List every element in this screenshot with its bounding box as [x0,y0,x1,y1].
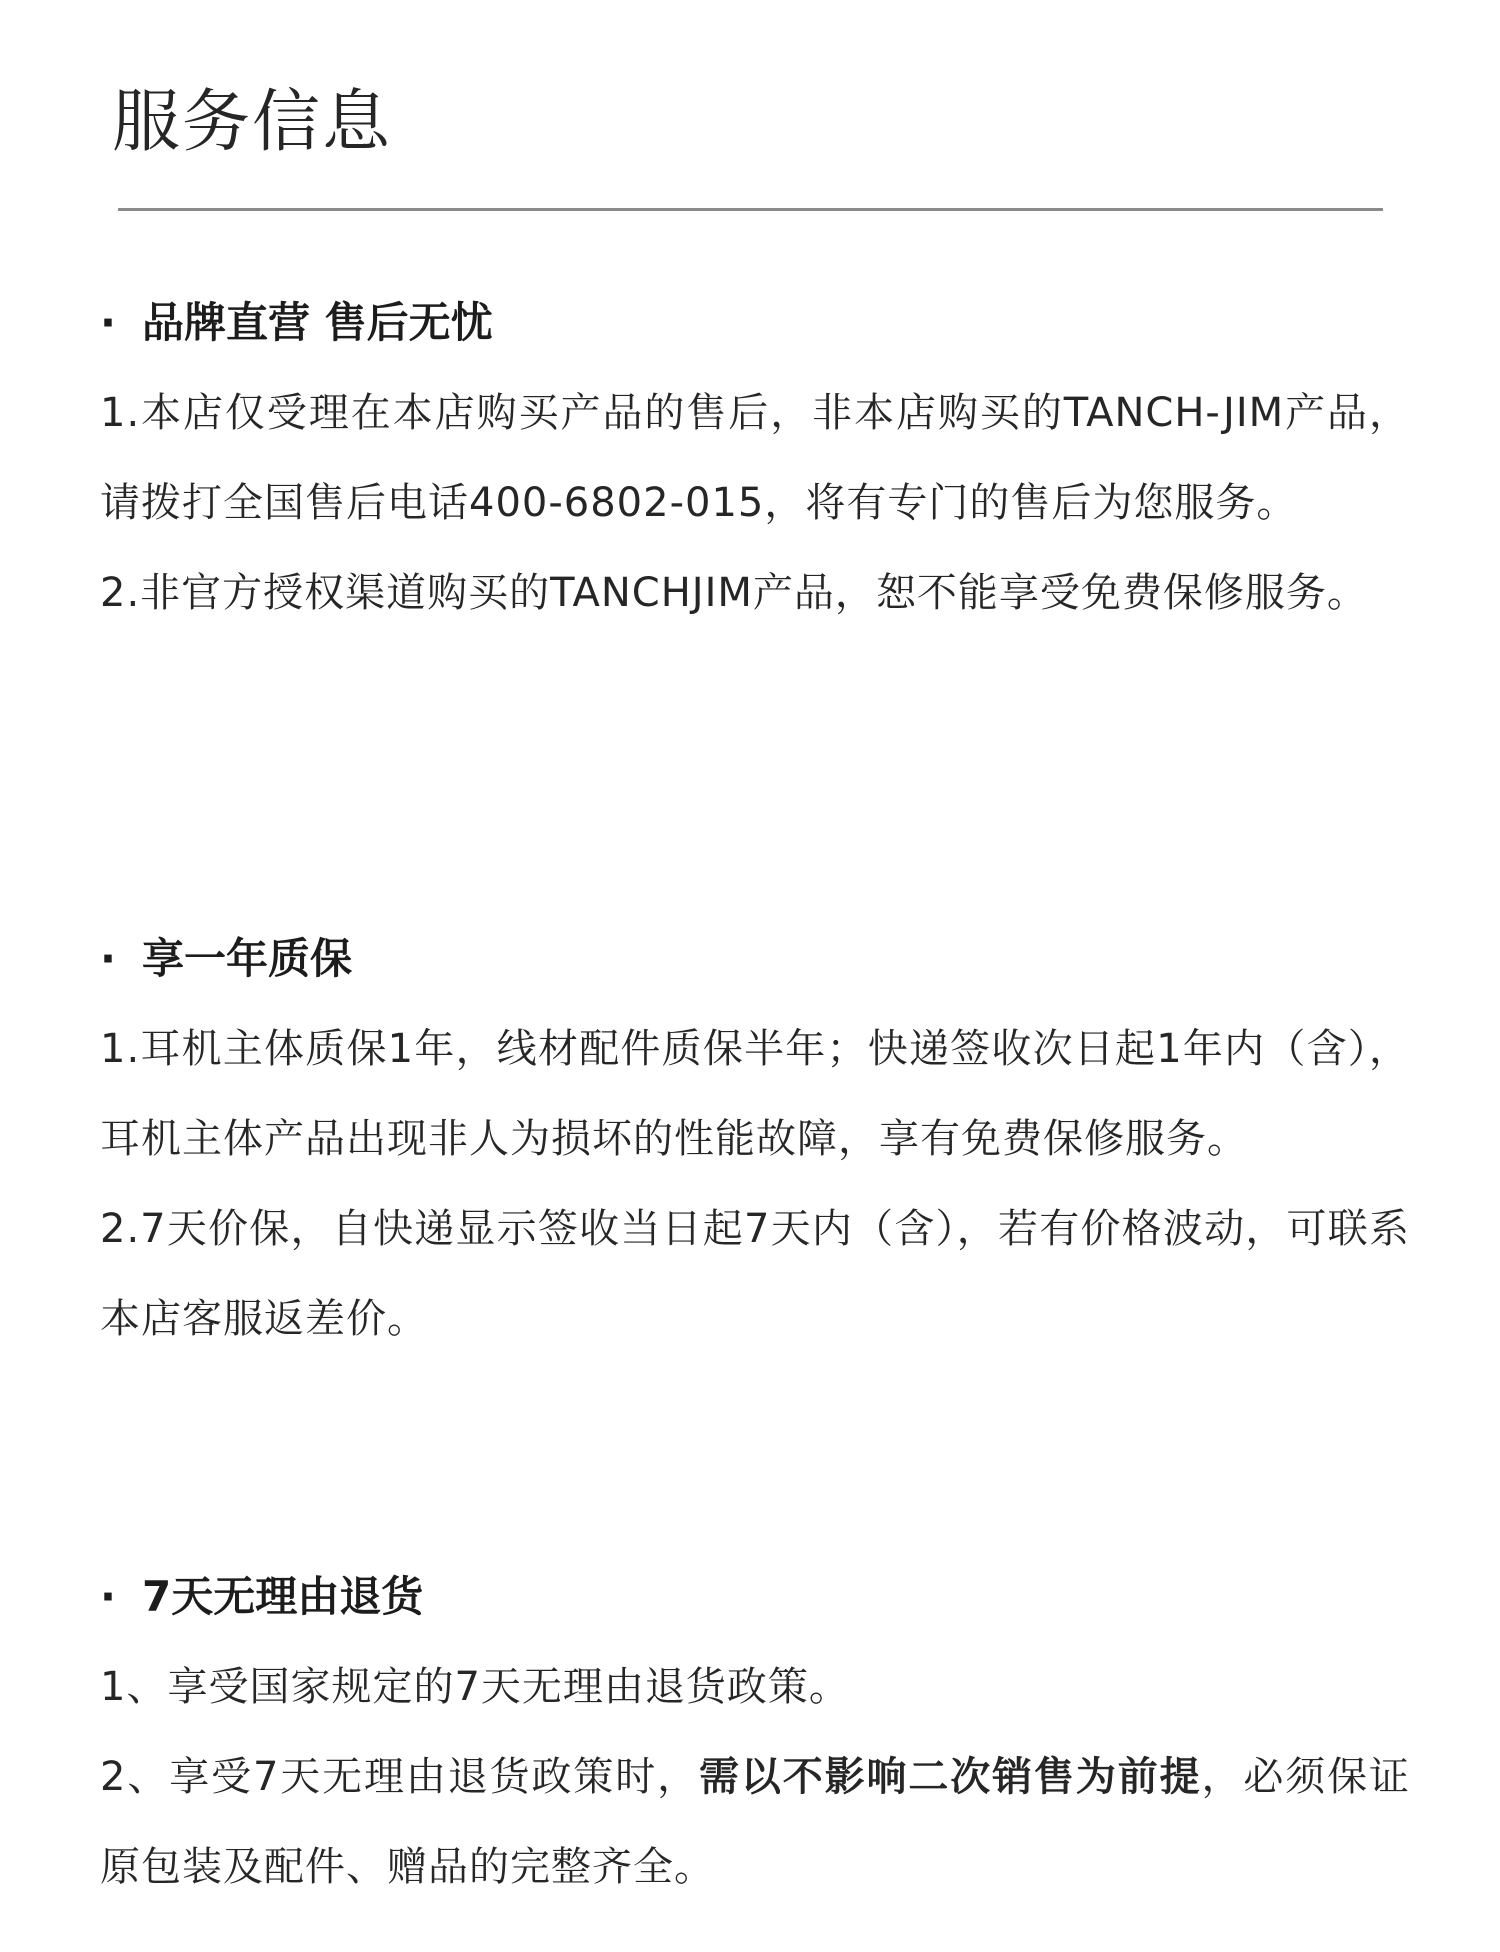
section-heading [100,914,1410,1004]
section-brand-direct [100,278,1410,638]
policy-item [100,1732,1410,1912]
policy-item: 1.本店仅受理在本店购买产品的售后，非本店购买的TANCH-JIM产品，请拨打全国售后电话400-6802-015，将有专门的售后为您服务。 [100,390,1410,526]
policy-item-emphasis: 需以不影响二次销售为前提 [699,1754,1202,1800]
policy-item: 1.耳机主体质保1年，线材配件质保半年；快递签收次日起1年内（含），耳机主体产品出现非人为损坏的性能故障，享有免费保修服务。 [100,1026,1410,1162]
policy-item: 2.7天价保，自快递显示签收当日起7天内（含），若有价格波动，可联系本店客服返差价。 [100,1206,1410,1342]
policy-item-text: 2、享受7天无理由退货政策时， [100,1754,700,1800]
policy-item: 2.非官方授权渠道购买的TANCHJIM产品，恕不能享受免费保修服务。 [100,570,1368,616]
page-title: 服务信息 [112,83,393,162]
section-warranty [100,914,1410,1364]
policy-item: 1、享受国家规定的7天无理由退货政策。 [100,1664,850,1710]
section-heading-text: 7天无理由退货 [142,1572,424,1621]
bullet-dot: · [100,1572,116,1621]
section-heading [100,1552,1410,1642]
title-divider [118,208,1383,211]
section-heading-text: 享一年质保 [142,934,353,983]
bullet-dot: · [100,934,116,983]
policy-item-text: ，必须保证原包装及配件、赠品的完整齐全。 [100,1754,1411,1890]
section-return-policy [100,1552,1410,1912]
bullet-dot: · [100,298,116,347]
section-heading-text: 品牌直营 售后无忧 [142,298,493,347]
section-heading [100,278,1410,368]
